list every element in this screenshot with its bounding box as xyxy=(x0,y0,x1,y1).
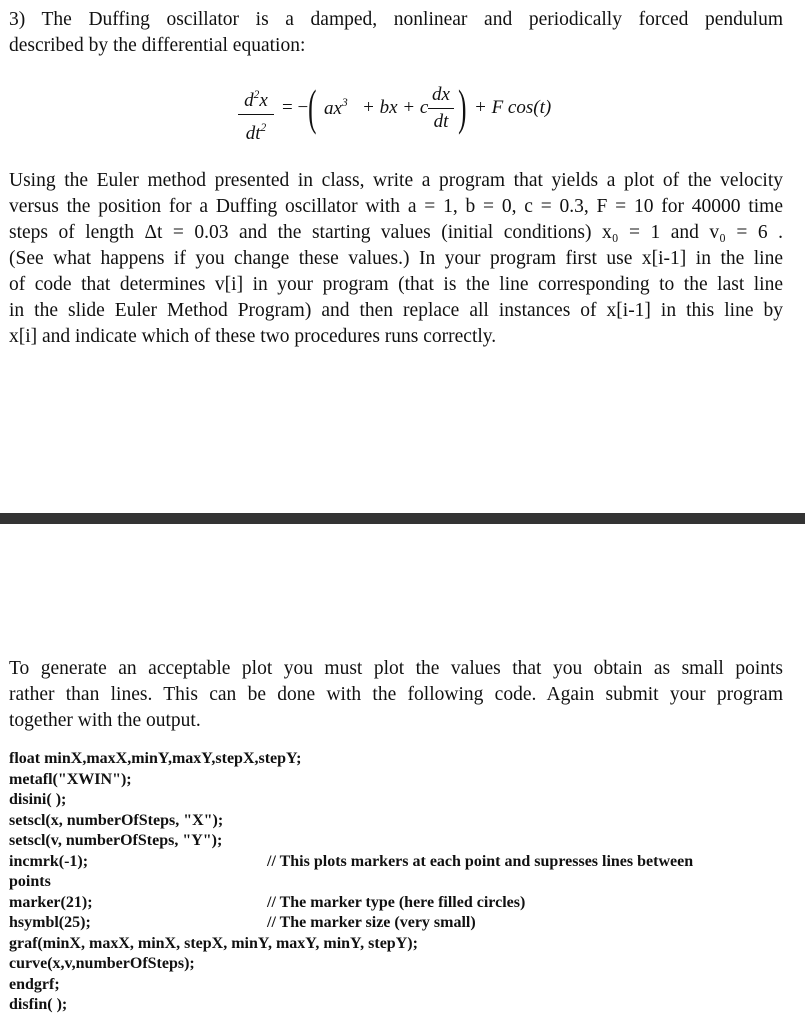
body-line: versus the position for a Duffing oscillator with a = 1, b = 0, c = 0.3, F = 10 for 40000 time xyxy=(9,196,783,217)
code-line xyxy=(9,893,789,914)
code-text: endgrf; xyxy=(9,975,60,993)
body-line: of code that determines v[i] in your program (that is the line corresponding to the last line xyxy=(9,274,783,295)
deriv-den: dt xyxy=(433,111,449,132)
code-text: disfin( ); xyxy=(9,996,68,1013)
code-line xyxy=(9,954,789,975)
body-line: Using the Euler method presented in class, write a program that yields a plot of the velocity xyxy=(9,170,783,191)
code-line xyxy=(9,831,789,852)
intro-line: described by the differential equation: xyxy=(9,35,306,56)
code-text: setscl(x, numberOfSteps, "X"); xyxy=(9,811,224,829)
code-line xyxy=(9,934,789,955)
code-line xyxy=(9,975,789,996)
deriv-fraction xyxy=(428,84,454,133)
code-block xyxy=(9,749,789,1016)
body-line: in the slide Euler Method Program) and then replace all instances of x[i-1] in this line by xyxy=(9,300,783,321)
equals-minus: = − xyxy=(282,97,309,118)
lhs-num-d: d xyxy=(244,89,254,111)
code-comment: // The marker size (very small) xyxy=(267,914,476,931)
duffing-equation xyxy=(238,79,568,154)
instruction-line: together with the output. xyxy=(9,710,201,731)
code-text: metafl("XWIN"); xyxy=(9,770,132,788)
term-ax-text: ax xyxy=(324,97,342,119)
lhs-num-exp: 2 xyxy=(253,89,260,101)
term-ax xyxy=(324,97,348,120)
term-rest: + bx + c xyxy=(362,97,429,118)
code-text: setscl(v, numberOfSteps, "Y"); xyxy=(9,832,223,849)
code-line xyxy=(9,913,789,934)
plot-instructions xyxy=(9,656,783,734)
page-divider xyxy=(0,513,805,524)
right-paren: ) xyxy=(458,79,467,135)
code-line xyxy=(9,790,789,811)
code-text: hsymbl(25); xyxy=(9,914,91,931)
left-paren: ( xyxy=(308,79,317,135)
code-line xyxy=(9,872,789,893)
code-line xyxy=(9,770,789,791)
intro-line: 3) The Duffing oscillator is a damped, nonlinear and periodically forced pendulum xyxy=(9,9,783,30)
code-line xyxy=(9,811,789,832)
body-line: x[i] and indicate which of these two procedures runs correctly. xyxy=(9,326,497,347)
code-text: graf(minX, maxX, minX, stepX, minY, maxY, minY, stepY); xyxy=(9,934,418,952)
code-text: incmrk(-1); xyxy=(9,852,89,870)
code-text: marker(21); xyxy=(9,893,93,911)
code-comment: // This plots markers at each point and supresses lines between xyxy=(267,852,694,870)
code-line xyxy=(9,852,789,873)
term-tail: + F cos(t) xyxy=(474,97,552,118)
code-text: disini( ); xyxy=(9,791,67,808)
lhs-num-var: x xyxy=(259,89,268,111)
code-line xyxy=(9,749,789,770)
deriv-num: dx xyxy=(432,84,450,105)
instruction-line: rather than lines. This can be done with the following code. Again submit your program xyxy=(9,684,783,705)
lhs-fraction xyxy=(238,84,274,145)
question-body xyxy=(9,168,783,350)
code-comment: // The marker type (here filled circles) xyxy=(267,893,526,911)
code-text: float minX,maxX,minY,maxY,stepX,stepY; xyxy=(9,750,302,767)
lhs-den-exp: 2 xyxy=(260,121,267,134)
body-line: steps of length Δt = 0.03 and the starting values (initial conditions) x₀ = 1 and v₀ = 6 . xyxy=(9,222,783,243)
instruction-line: To generate an acceptable plot you must plot the values that you obtain as small points xyxy=(9,658,783,679)
code-text: curve(x,v,numberOfSteps); xyxy=(9,955,195,972)
lhs-den: dt xyxy=(245,122,261,144)
term-ax-exp: 3 xyxy=(341,97,348,109)
code-line xyxy=(9,995,789,1016)
body-line: (See what happens if you change these values.) In your program first use x[i-1] in the line xyxy=(9,248,783,269)
question-intro xyxy=(9,7,783,59)
code-text: points xyxy=(9,873,51,890)
